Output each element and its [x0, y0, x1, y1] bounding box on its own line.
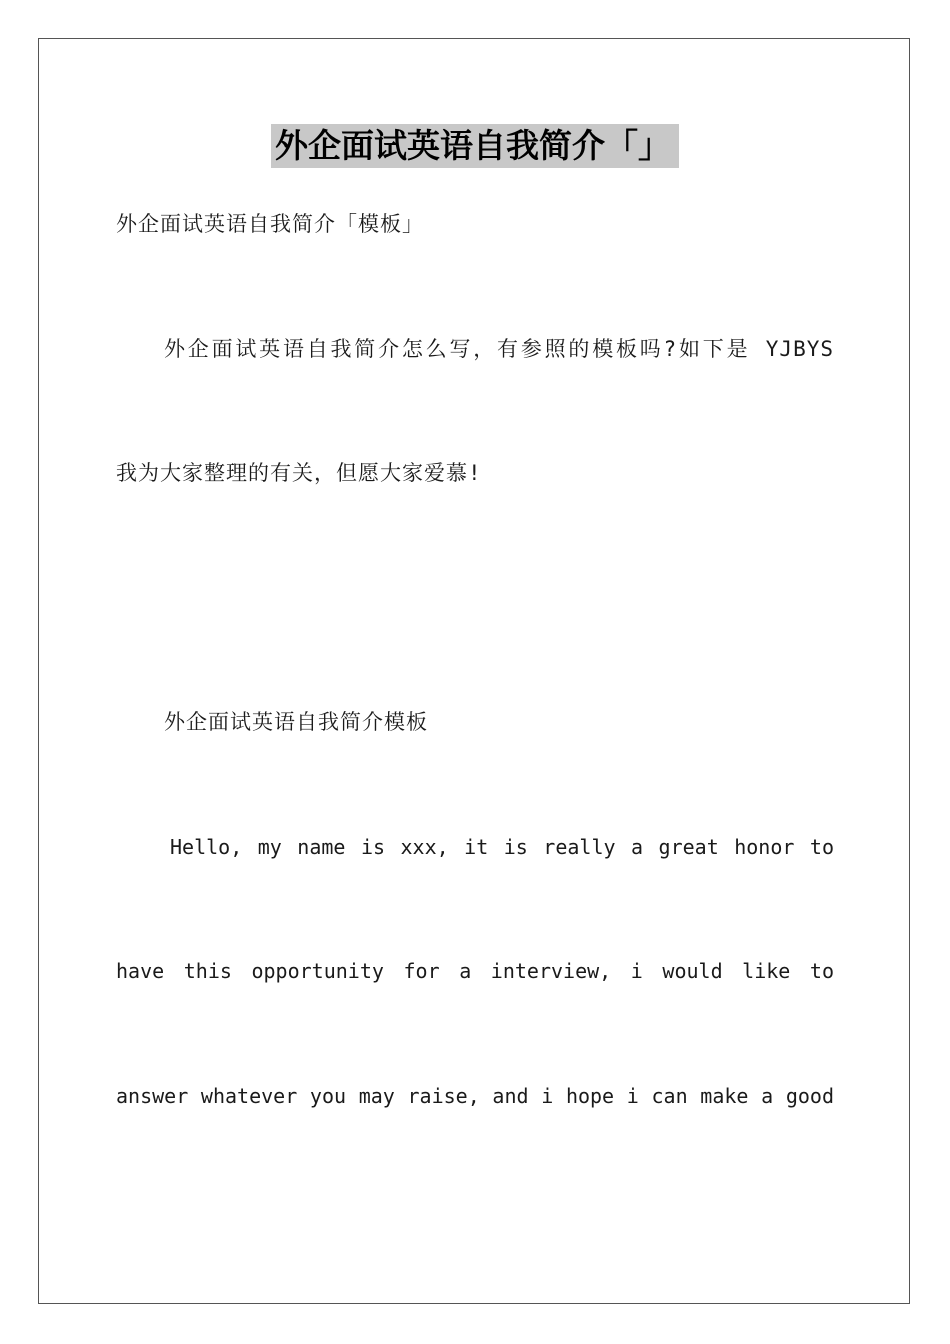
intro-paragraph-line-1: 外企面试英语自我简介怎么写，有参照的模板吗?如下是 YJBYS: [164, 337, 834, 361]
intro-paragraph-line-2: 我为大家整理的有关，但愿大家爱慕!: [116, 461, 482, 485]
section-heading: 外企面试英语自我简介模板: [164, 710, 428, 734]
document-title: 外企面试英语自我简介「」: [271, 124, 679, 168]
english-paragraph-line-3: answer whatever you may raise, and i hope i can make a good: [116, 1084, 834, 1108]
document-subtitle: 外企面试英语自我简介「模板」: [116, 212, 424, 236]
english-paragraph-line-2: have this opportunity for a interview, i would like to: [116, 959, 834, 983]
title-container: [0, 124, 950, 168]
english-paragraph-line-1: Hello, my name is xxx, it is really a great honor to: [170, 835, 834, 859]
